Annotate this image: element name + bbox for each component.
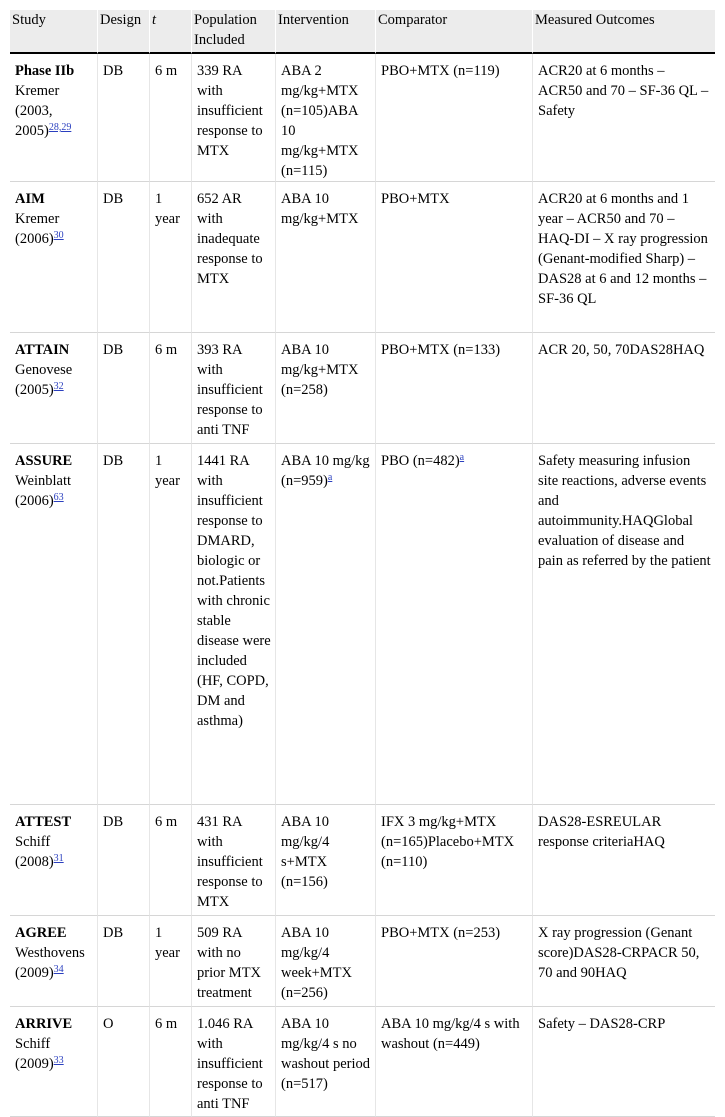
- header-t: t: [150, 10, 192, 54]
- intervention-cell: [276, 916, 376, 1007]
- reference-link[interactable]: 30: [53, 230, 64, 241]
- design-cell: O: [98, 1007, 150, 1117]
- intervention-cell: [276, 444, 376, 805]
- study-acronym: ARRIVE: [15, 1016, 73, 1032]
- intervention-text: ABA 10 mg/kg/4 s+MTX (n=156): [281, 814, 330, 890]
- study-author: [15, 209, 93, 249]
- comparator-cell: [376, 54, 533, 182]
- design-cell: DB: [98, 54, 150, 182]
- study-reference: [54, 492, 64, 503]
- population-cell: 393 RA with insufficient response to anti TNF: [192, 333, 276, 444]
- design-cell: DB: [98, 182, 150, 333]
- footnote-mark: [460, 452, 464, 463]
- table-row: [10, 444, 715, 805]
- comparator-text: PBO+MTX: [381, 191, 450, 207]
- study-author-text: Schiff (2008): [15, 834, 54, 870]
- study-acronym: AIM: [15, 191, 45, 207]
- header-intervention: Intervention: [276, 10, 376, 54]
- table-row: [10, 54, 715, 182]
- footnote-link[interactable]: a: [459, 452, 465, 463]
- outcomes-cell: DAS28-ESREULAR response criteriaHAQ: [533, 805, 715, 916]
- design-cell: DB: [98, 805, 150, 916]
- header-population: Population Included: [192, 10, 276, 54]
- intervention-text: ABA 10 mg/kg+MTX: [281, 191, 359, 227]
- comparator-cell: [376, 805, 533, 916]
- population-cell: 339 RA with insufficient response to MTX: [192, 54, 276, 182]
- study-cell: [10, 182, 98, 333]
- study-author: [15, 832, 93, 872]
- footnote-mark: [328, 472, 332, 483]
- intervention-cell: [276, 182, 376, 333]
- population-cell: 1.046 RA with insufficient response to anti TNF: [192, 1007, 276, 1117]
- t-cell: 1 year: [150, 182, 192, 333]
- header-comparator: Comparator: [376, 10, 533, 54]
- comparator-text: PBO+MTX (n=119): [381, 63, 500, 79]
- header-study: Study: [10, 10, 98, 54]
- intervention-text: ABA 10 mg/kg/4 s no washout period (n=517): [281, 1016, 370, 1092]
- study-cell: [10, 1007, 98, 1117]
- table-row: [10, 182, 715, 333]
- study-author: [15, 943, 93, 983]
- comparator-cell: [376, 333, 533, 444]
- table-row: [10, 916, 715, 1007]
- t-cell: 6 m: [150, 805, 192, 916]
- study-acronym: ATTAIN: [15, 342, 70, 358]
- study-author: [15, 471, 93, 511]
- study-cell: [10, 916, 98, 1007]
- comparator-cell: [376, 916, 533, 1007]
- t-cell: 6 m: [150, 333, 192, 444]
- study-author-text: Schiff (2009): [15, 1036, 54, 1072]
- intervention-cell: [276, 333, 376, 444]
- intervention-text: ABA 10 mg/kg+MTX (n=258): [281, 342, 359, 398]
- comparator-text: PBO+MTX (n=133): [381, 342, 501, 358]
- table-row: [10, 805, 715, 916]
- intervention-cell: [276, 54, 376, 182]
- comparator-cell: [376, 1007, 533, 1117]
- outcomes-cell: Safety measuring infusion site reactions, adverse events and autoimmunity.HAQGlobal evaluation of disease and pain as referred by the patient: [533, 444, 715, 805]
- study-reference: [54, 1055, 64, 1066]
- study-author: [15, 360, 93, 400]
- study-reference: [49, 122, 72, 133]
- study-author-text: Genovese (2005): [15, 362, 73, 398]
- intervention-text: ABA 10 mg/kg/4 week+MTX (n=256): [281, 925, 352, 1001]
- population-cell: 509 RA with no prior MTX treatment: [192, 916, 276, 1007]
- study-reference: [54, 964, 64, 975]
- table-body: [10, 54, 715, 1117]
- study-reference: [54, 230, 64, 241]
- study-author-text: Westhovens (2009): [15, 945, 85, 981]
- studies-table: [10, 10, 715, 1117]
- study-acronym: AGREE: [15, 925, 67, 941]
- outcomes-cell: ACR 20, 50, 70DAS28HAQ: [533, 333, 715, 444]
- table-row: [10, 1007, 715, 1117]
- study-reference: [54, 381, 64, 392]
- reference-link[interactable]: 31: [53, 853, 64, 864]
- header-design: Design: [98, 10, 150, 54]
- t-cell: 1 year: [150, 444, 192, 805]
- study-author-text: Kremer (2006): [15, 211, 60, 247]
- comparator-text: PBO (n=482): [381, 453, 460, 469]
- outcomes-cell: Safety – DAS28-CRP: [533, 1007, 715, 1117]
- footnote-link[interactable]: a: [327, 472, 333, 483]
- reference-link[interactable]: 32: [53, 381, 64, 392]
- intervention-text: ABA 2 mg/kg+MTX (n=105)ABA 10 mg/kg+MTX (n=115): [281, 63, 359, 179]
- intervention-cell: [276, 805, 376, 916]
- comparator-text: ABA 10 mg/kg/4 s with washout (n=449): [381, 1016, 520, 1052]
- study-author: [15, 1034, 93, 1074]
- design-cell: DB: [98, 333, 150, 444]
- outcomes-cell: ACR20 at 6 months and 1 year – ACR50 and 70 – HAQ-DI – X ray progression (Genant-modified Sharp) – DAS28 at 6 and 12 months – SF-36 QL: [533, 182, 715, 333]
- comparator-cell: [376, 444, 533, 805]
- reference-link[interactable]: 33: [53, 1055, 64, 1066]
- study-author: [15, 81, 93, 141]
- population-cell: 1441 RA with insufficient response to DMARD, biologic or not.Patients with chronic stable disease were included (HF, COPD, DM and asthma): [192, 444, 276, 805]
- study-acronym: ATTEST: [15, 814, 72, 830]
- reference-link[interactable]: 34: [53, 964, 64, 975]
- study-acronym: Phase IIb: [15, 63, 75, 79]
- t-cell: 1 year: [150, 916, 192, 1007]
- study-cell: [10, 444, 98, 805]
- header-outcomes: Measured Outcomes: [533, 10, 715, 54]
- study-author-text: Weinblatt (2006): [15, 473, 72, 509]
- outcomes-cell: X ray progression (Genant score)DAS28-CRPACR 50, 70 and 90HAQ: [533, 916, 715, 1007]
- t-cell: 6 m: [150, 54, 192, 182]
- intervention-text: ABA 10 mg/kg (n=959): [281, 453, 370, 489]
- study-reference: [54, 853, 64, 864]
- comparator-text: IFX 3 mg/kg+MTX (n=165)Placebo+MTX (n=110): [381, 814, 515, 870]
- population-cell: 652 AR with inadequate response to MTX: [192, 182, 276, 333]
- study-acronym: ASSURE: [15, 453, 73, 469]
- study-author-text: Kremer (2003, 2005): [15, 83, 60, 139]
- reference-link[interactable]: 63: [53, 492, 64, 503]
- population-cell: 431 RA with insufficient response to MTX: [192, 805, 276, 916]
- t-cell: 6 m: [150, 1007, 192, 1117]
- study-cell: [10, 333, 98, 444]
- comparator-text: PBO+MTX (n=253): [381, 925, 501, 941]
- design-cell: DB: [98, 916, 150, 1007]
- table-row: [10, 333, 715, 444]
- study-cell: [10, 54, 98, 182]
- study-cell: [10, 805, 98, 916]
- design-cell: DB: [98, 444, 150, 805]
- table-header-row: [10, 10, 715, 54]
- reference-link[interactable]: 28,29: [48, 122, 72, 133]
- outcomes-cell: ACR20 at 6 months – ACR50 and 70 – SF-36 QL – Safety: [533, 54, 715, 182]
- comparator-cell: [376, 182, 533, 333]
- intervention-cell: [276, 1007, 376, 1117]
